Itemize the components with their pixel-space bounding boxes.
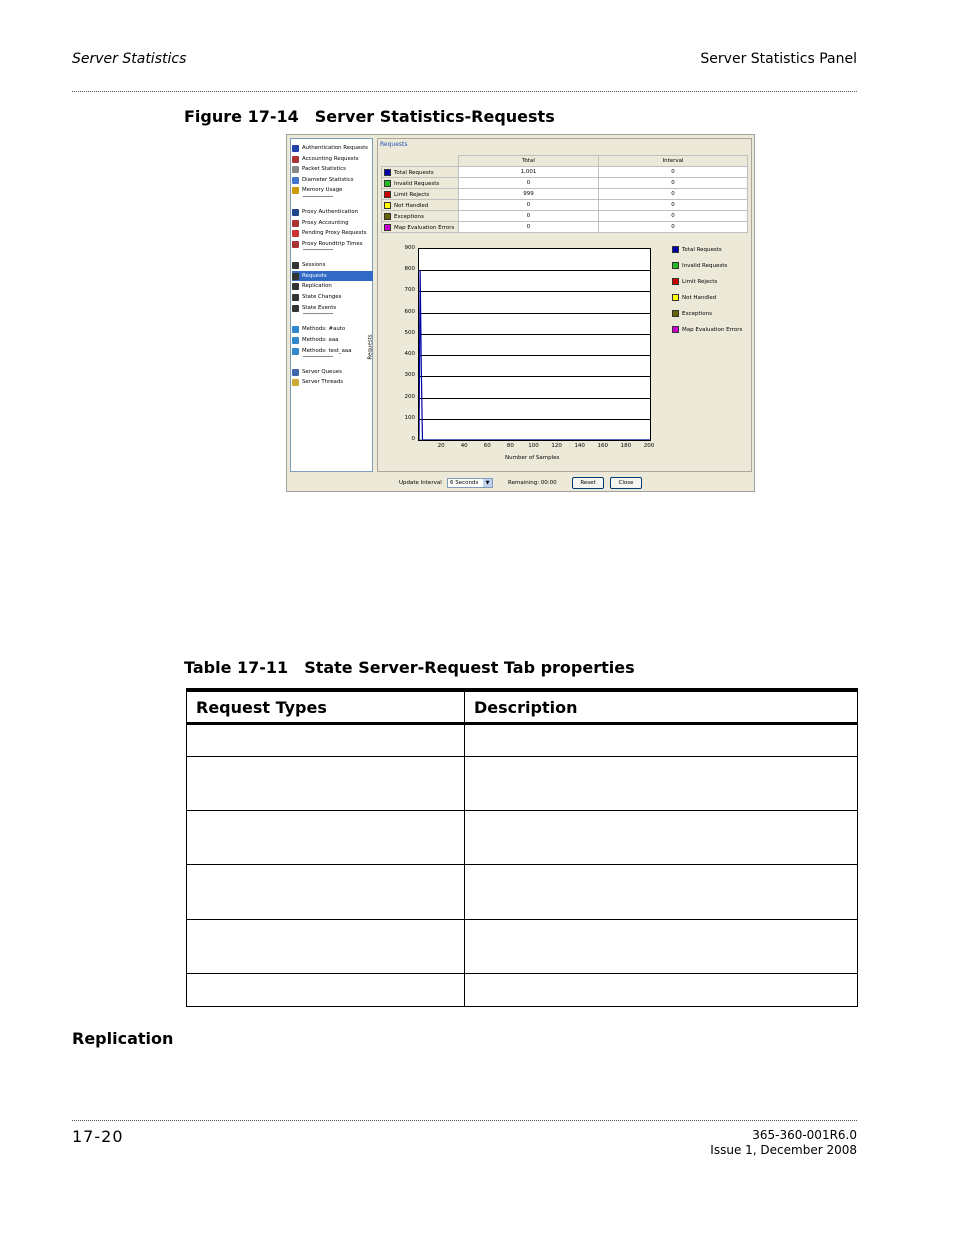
nav-item[interactable]: [292, 239, 373, 249]
legend-swatch-icon: [672, 262, 679, 269]
figure-number: Figure 17-14: [184, 107, 299, 126]
stat-total: 1,001: [459, 167, 599, 178]
legend-item: [672, 310, 712, 317]
figure-caption: [184, 107, 555, 126]
accounting-icon: [292, 156, 299, 163]
nav-item-label: Authentication Requests: [302, 145, 368, 151]
nav-item[interactable]: [292, 260, 373, 270]
figure-title: Server Statistics-Requests: [314, 107, 555, 126]
x-tick-label: 40: [460, 443, 468, 449]
legend-item: [672, 294, 716, 301]
legend-label: Not Handled: [682, 295, 717, 301]
stat-row: [382, 222, 748, 233]
nav-item[interactable]: [292, 281, 373, 291]
memory-icon: [292, 187, 299, 194]
legend-swatch-icon: [672, 246, 679, 253]
nav-separator: [303, 313, 333, 314]
page-number: 17-20: [72, 1127, 124, 1146]
nav-item-label: Server Threads: [302, 379, 344, 385]
method-icon: [292, 348, 299, 355]
stat-row: [382, 167, 748, 178]
legend-label: Limit Rejects: [682, 279, 718, 285]
nav-item-label: Replication: [302, 283, 332, 289]
nav-item-label: Methods: #auto: [302, 326, 346, 332]
y-tick-label: 0: [411, 436, 415, 442]
col-total: Total: [459, 156, 599, 167]
nav-item-label: Proxy Authentication: [302, 209, 359, 215]
nav-item-label: Server Queues: [302, 369, 342, 375]
table-caption: [184, 658, 635, 677]
legend-item: [672, 326, 742, 333]
color-swatch-icon: [384, 202, 391, 209]
roundtrip-icon: [292, 241, 299, 248]
stat-row: [382, 189, 748, 200]
y-axis-label: Requests: [367, 334, 374, 360]
method-icon: [292, 337, 299, 344]
nav-item[interactable]: [292, 175, 373, 185]
running-header-left: Server Statistics: [72, 51, 187, 67]
requests-panel-title: Requests: [380, 141, 408, 148]
stat-label: Not Handled: [394, 202, 429, 209]
nav-item-label: State Events: [302, 305, 337, 311]
requests-chart: [418, 248, 651, 441]
update-interval-select[interactable]: [447, 478, 493, 488]
color-swatch-icon: [384, 169, 391, 176]
y-tick-label: 500: [404, 329, 415, 336]
nav-item[interactable]: [292, 346, 373, 356]
nav-item[interactable]: [292, 154, 373, 164]
stat-interval: 0: [599, 211, 748, 222]
request-stats-table: [381, 155, 748, 233]
nav-item[interactable]: [292, 271, 373, 281]
stat-label: Invalid Requests: [394, 180, 440, 187]
proxy-auth-icon: [292, 209, 299, 216]
color-swatch-icon: [384, 224, 391, 231]
nav-item-label: Diameter Statistics: [302, 177, 354, 183]
footer-doc-info: [710, 1128, 857, 1158]
nav-item[interactable]: [292, 207, 373, 217]
nav-item[interactable]: [292, 377, 373, 387]
table-row: [187, 724, 858, 757]
legend-item: [672, 246, 722, 253]
issue-date: Issue 1, December 2008: [710, 1143, 857, 1157]
x-tick-label: 160: [597, 443, 609, 449]
nav-item-label: Pending Proxy Requests: [302, 230, 367, 236]
grid-icon: [292, 273, 299, 280]
nav-item-label: Packet Statistics: [302, 166, 346, 172]
stat-interval: 0: [599, 200, 748, 211]
nav-item-label: Methods: aaa: [302, 337, 339, 343]
series-line: [419, 270, 650, 440]
legend-label: Exceptions: [682, 311, 712, 317]
stat-label: Exceptions: [394, 213, 424, 220]
section-heading: Replication: [72, 1029, 174, 1048]
server-statistics-window: [286, 134, 755, 492]
legend-label: Invalid Requests: [682, 263, 728, 269]
running-header-right: Server Statistics Panel: [700, 51, 857, 67]
statistics-navigation-tree: [290, 138, 373, 472]
x-tick-label: 180: [620, 443, 632, 449]
nav-item-label: Accounting Requests: [302, 156, 359, 162]
requests-panel: [367, 138, 752, 472]
legend-item: [672, 262, 727, 269]
nav-item-label: Sessions: [302, 262, 326, 268]
nav-item[interactable]: [292, 143, 373, 153]
nav-separator: [303, 249, 333, 250]
thread-icon: [292, 379, 299, 386]
table-number: Table 17-11: [184, 658, 289, 677]
col-interval: Interval: [599, 156, 748, 167]
x-axis-label: Number of Samples: [505, 455, 560, 461]
header-request-types: Request Types: [187, 690, 465, 724]
stat-row: [382, 200, 748, 211]
doc-id: 365-360-001R6.0: [752, 1128, 857, 1142]
chevron-down-icon[interactable]: ▼: [483, 479, 492, 487]
nav-item[interactable]: [292, 324, 373, 334]
packet-icon: [292, 166, 299, 173]
pending-icon: [292, 230, 299, 237]
nav-item-label: Proxy Accounting: [302, 220, 349, 226]
nav-item-label: Methods: test_aaa: [302, 348, 352, 354]
nav-item-label: State Changes: [302, 294, 342, 300]
x-tick-label: 120: [551, 443, 562, 449]
color-swatch-icon: [384, 213, 391, 220]
nav-item[interactable]: [292, 335, 373, 345]
table-row: [187, 974, 858, 1007]
update-interval-label: Update Interval: [399, 480, 442, 486]
y-tick-label: 300: [404, 372, 415, 379]
color-swatch-icon: [384, 191, 391, 198]
table-row: [187, 865, 858, 920]
remaining-label: Remaining: 00:00: [508, 480, 557, 486]
legend-swatch-icon: [672, 310, 679, 317]
x-tick-label: 80: [506, 443, 514, 449]
legend-label: Total Requests: [682, 247, 722, 253]
y-tick-label: 900: [404, 245, 415, 251]
nav-separator: [303, 356, 333, 357]
x-tick-label: 200: [643, 443, 655, 449]
stat-row: [382, 211, 748, 222]
method-icon: [292, 326, 299, 333]
nav-item[interactable]: [292, 164, 373, 174]
stat-row: [382, 178, 748, 189]
x-tick-label: 140: [574, 443, 585, 449]
header-rule: [72, 91, 857, 92]
auth-icon: [292, 145, 299, 152]
legend-item: [672, 278, 717, 285]
nav-separator: [303, 196, 333, 197]
nav-item[interactable]: [292, 303, 373, 313]
reset-button[interactable]: Reset: [572, 477, 604, 489]
x-tick-label: 100: [528, 443, 539, 449]
x-tick-label: 60: [483, 443, 491, 449]
stat-label: Limit Rejects: [394, 191, 430, 198]
nav-item[interactable]: [292, 228, 373, 238]
y-tick-label: 600: [404, 308, 415, 315]
stat-total: 0: [459, 222, 599, 233]
y-tick-label: 400: [404, 351, 415, 358]
close-button[interactable]: Close: [610, 477, 642, 489]
legend-swatch-icon: [672, 278, 679, 285]
footer-rule: [72, 1120, 857, 1121]
update-interval-value: 6 Seconds: [450, 480, 479, 486]
stat-total: 0: [459, 211, 599, 222]
y-tick-label: 800: [404, 266, 415, 273]
proxy-acct-icon: [292, 220, 299, 227]
grid-icon: [292, 262, 299, 269]
grid-icon: [292, 294, 299, 301]
y-tick-label: 200: [404, 393, 415, 400]
stat-total: 0: [459, 178, 599, 189]
stat-total: 0: [459, 200, 599, 211]
stat-interval: 0: [599, 167, 748, 178]
stat-label: Total Requests: [394, 169, 434, 176]
x-tick-label: 20: [437, 443, 445, 449]
stat-label: Map Evaluation Errors: [394, 224, 455, 231]
stat-interval: 0: [599, 178, 748, 189]
nav-item[interactable]: [292, 292, 373, 302]
diameter-icon: [292, 177, 299, 184]
grid-icon: [292, 305, 299, 312]
grid-icon: [292, 283, 299, 290]
stat-interval: 0: [599, 222, 748, 233]
nav-item[interactable]: [292, 218, 373, 228]
queue-icon: [292, 369, 299, 376]
nav-item-label: Requests: [302, 273, 327, 279]
nav-item-label: Memory Usage: [302, 187, 343, 193]
header-description: Description: [465, 690, 858, 724]
color-swatch-icon: [384, 180, 391, 187]
table-row: [187, 811, 858, 865]
nav-item-label: Proxy Roundtrip Times: [302, 241, 363, 247]
stat-total: 999: [459, 189, 599, 200]
stat-interval: 0: [599, 189, 748, 200]
y-tick-label: 700: [404, 287, 415, 294]
table-title: State Server-Request Tab properties: [304, 658, 635, 677]
table-row: [187, 920, 858, 974]
legend-swatch-icon: [672, 326, 679, 333]
legend-label: Map Evaluation Errors: [682, 327, 743, 333]
table-row: [187, 757, 858, 811]
series-layer: [419, 249, 650, 440]
y-tick-label: 100: [404, 414, 415, 421]
nav-item[interactable]: [292, 367, 373, 377]
nav-item[interactable]: [292, 185, 373, 195]
properties-table: [186, 688, 858, 1007]
legend-swatch-icon: [672, 294, 679, 301]
